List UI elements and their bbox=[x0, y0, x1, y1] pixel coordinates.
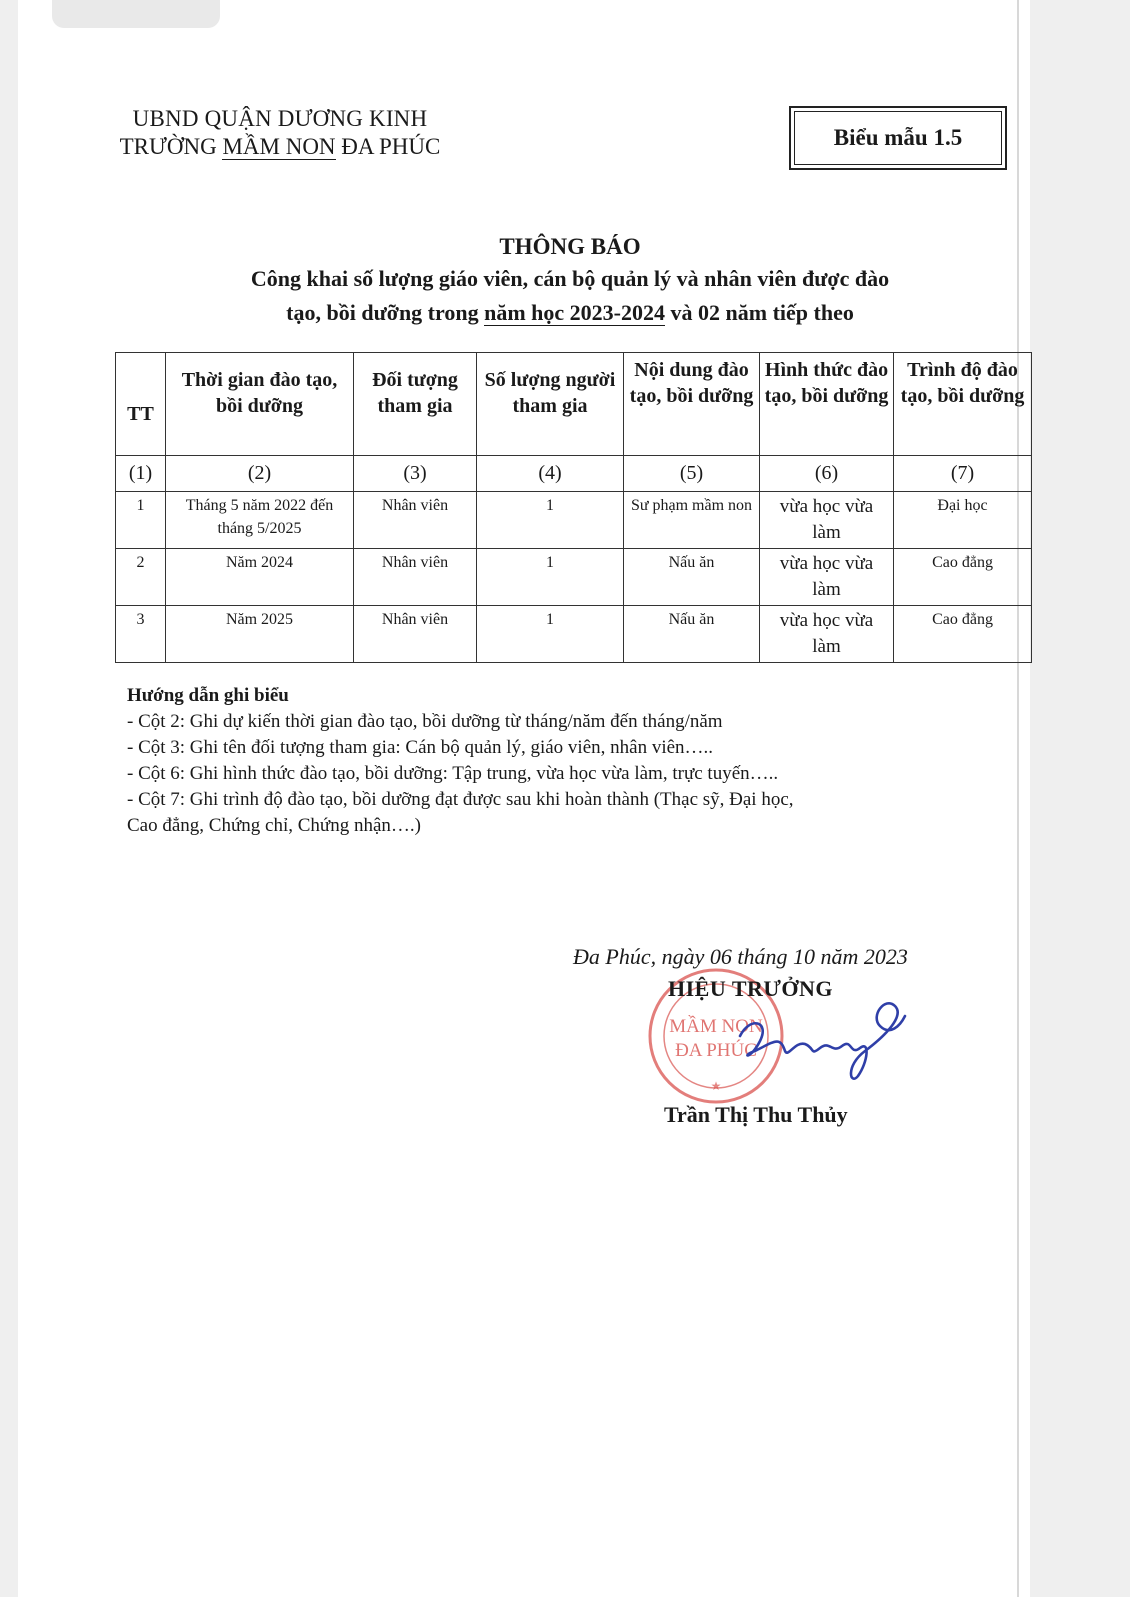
notice-title-block bbox=[120, 234, 1020, 330]
table-row bbox=[116, 606, 1032, 663]
cell-target: Nhân viên bbox=[354, 606, 477, 663]
cell-form: vừa học vừa làm bbox=[760, 549, 894, 606]
cell-content: Nấu ăn bbox=[624, 549, 760, 606]
form-label-box bbox=[789, 106, 1007, 170]
seal-text-line-1: MẦM NON bbox=[669, 1016, 763, 1037]
cell-form: vừa học vừa làm bbox=[760, 606, 894, 663]
cell-form: vừa học vừa làm bbox=[760, 492, 894, 549]
cell-count: 1 bbox=[477, 549, 624, 606]
instructions bbox=[127, 683, 947, 839]
instructions-title: Hướng dẫn ghi biểu bbox=[127, 685, 289, 706]
column-number-row bbox=[116, 456, 1032, 492]
notice-subtitle-line-1: Công khai số lượng giáo viên, cán bộ quản lý và nhân viên được đào bbox=[250, 266, 890, 291]
cell-tt: 3 bbox=[116, 606, 166, 663]
instruction-line: - Cột 3: Ghi tên đối tượng tham gia: Cán bộ quản lý, giáo viên, nhân viên….. bbox=[127, 737, 714, 758]
org-line-1: UBND QUẬN DƯƠNG KINH bbox=[132, 106, 428, 131]
training-table bbox=[115, 352, 1032, 663]
form-label: Biểu mẫu 1.5 bbox=[794, 111, 1002, 165]
cell-level: Đại học bbox=[894, 492, 1032, 549]
cell-time: Tháng 5 năm 2022 đến tháng 5/2025 bbox=[166, 492, 354, 549]
cell-count: 1 bbox=[477, 492, 624, 549]
notice-subtitle-line-2 bbox=[120, 296, 1020, 330]
cell-content: Sư phạm mầm non bbox=[624, 492, 760, 549]
header-cell: Đối tượng tham gia bbox=[354, 353, 477, 456]
subtitle-line-2-suffix: và 02 năm tiếp theo bbox=[665, 300, 854, 325]
signer-position: HIỆU TRƯỞNG bbox=[668, 976, 834, 1001]
table-row bbox=[116, 492, 1032, 549]
subtitle-line-2-underlined: năm học 2023-2024 bbox=[484, 300, 666, 325]
notice-subtitle bbox=[120, 262, 1020, 330]
instruction-line: - Cột 6: Ghi hình thức đào tạo, bồi dưỡng: Tập trung, vừa học vừa làm, trực tuyến….. bbox=[127, 763, 779, 784]
column-number: (3) bbox=[354, 456, 477, 492]
header-cell: Hình thức đào tạo, bồi dưỡng bbox=[760, 353, 894, 456]
organization-header bbox=[90, 106, 470, 160]
header-cell: Số lượng người tham gia bbox=[477, 353, 624, 456]
table-row bbox=[116, 549, 1032, 606]
column-number: (1) bbox=[116, 456, 166, 492]
org-line-2-prefix: TRƯỜNG bbox=[119, 134, 223, 159]
cell-level: Cao đẳng bbox=[894, 549, 1032, 606]
cell-tt: 2 bbox=[116, 549, 166, 606]
org-line-2 bbox=[90, 134, 470, 160]
cell-time: Năm 2024 bbox=[166, 549, 354, 606]
column-number: (2) bbox=[166, 456, 354, 492]
header-cell: Nội dung đào tạo, bồi dưỡng bbox=[624, 353, 760, 456]
cell-content: Nấu ăn bbox=[624, 606, 760, 663]
column-number: (4) bbox=[477, 456, 624, 492]
header-cell: TT bbox=[116, 353, 166, 456]
subtitle-line-2-prefix: tạo, bồi dưỡng trong bbox=[286, 300, 485, 325]
cell-target: Nhân viên bbox=[354, 549, 477, 606]
cell-target: Nhân viên bbox=[354, 492, 477, 549]
seal-text-line-2: ĐA PHÚC bbox=[675, 1040, 757, 1061]
signing-date: Đa Phúc, ngày 06 tháng 10 năm 2023 bbox=[573, 944, 908, 969]
table-header-row bbox=[116, 353, 1032, 456]
instruction-line: - Cột 2: Ghi dự kiến thời gian đào tạo, bồi dưỡng từ tháng/năm đến tháng/năm bbox=[127, 711, 723, 732]
column-number: (6) bbox=[760, 456, 894, 492]
cell-time: Năm 2025 bbox=[166, 606, 354, 663]
cell-level: Cao đẳng bbox=[894, 606, 1032, 663]
column-number: (7) bbox=[894, 456, 1032, 492]
header-cell: Trình độ đào tạo, bồi dưỡng bbox=[894, 353, 1032, 456]
cell-tt: 1 bbox=[116, 492, 166, 549]
signer-name: Trần Thị Thu Thủy bbox=[664, 1102, 848, 1127]
header-cell: Thời gian đào tạo, bồi dưỡng bbox=[166, 353, 354, 456]
instruction-line: Cao đẳng, Chứng chỉ, Chứng nhận….) bbox=[127, 815, 421, 836]
org-line-2-suffix: ĐA PHÚC bbox=[335, 134, 441, 159]
handwritten-signature bbox=[720, 996, 920, 1086]
org-line-2-underlined: MẦM NON bbox=[222, 134, 336, 159]
column-number: (5) bbox=[624, 456, 760, 492]
scan-artifact bbox=[52, 0, 220, 28]
notice-title: THÔNG BÁO bbox=[499, 234, 641, 259]
cell-count: 1 bbox=[477, 606, 624, 663]
svg-text:★: ★ bbox=[710, 1079, 722, 1093]
instruction-line: - Cột 7: Ghi trình độ đào tạo, bồi dưỡng đạt được sau khi hoàn thành (Thạc sỹ, Đại học, bbox=[127, 789, 794, 810]
